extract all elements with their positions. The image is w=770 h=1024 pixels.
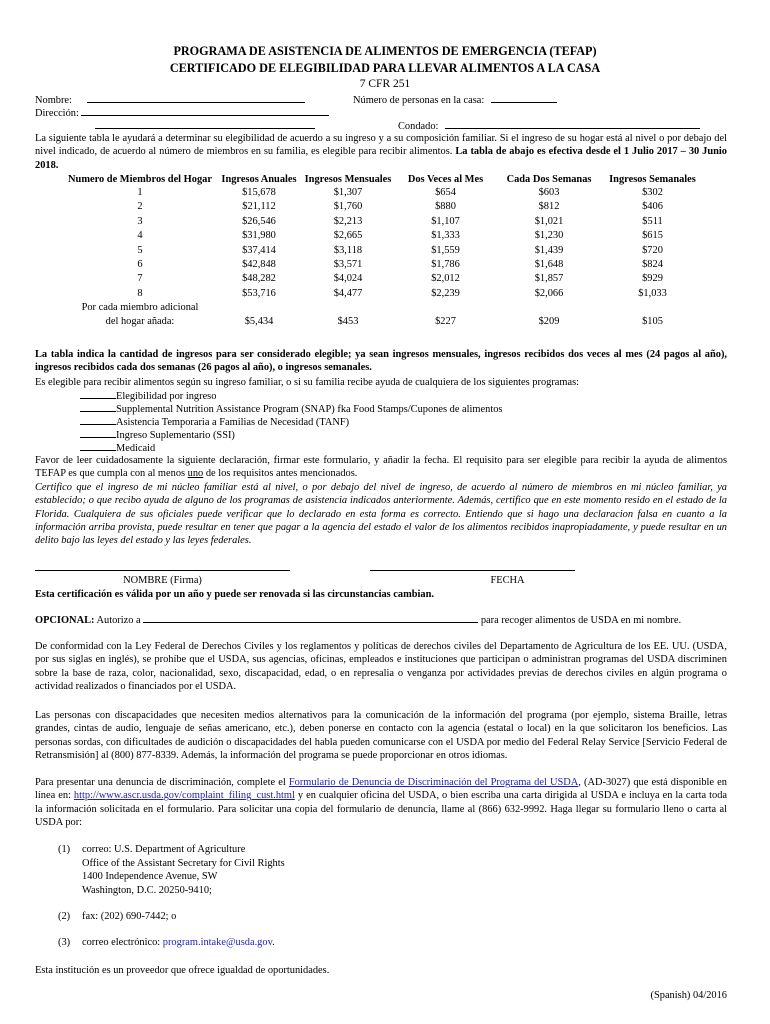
table-cell: $654 [435,187,456,198]
table-cell: $1,439 [534,244,564,256]
table-cell: $1,333 [431,230,460,242]
table-cell: $105 [642,315,663,327]
cfr-reference: 7 CFR 251 [359,78,411,90]
checkbox-line[interactable] [80,402,116,412]
validity-note: Esta certificación es válida por un año y puede ser renovada si las circunstancias cambian. [35,589,434,600]
email-number: (3) [58,937,71,948]
county-label: Condado: [398,121,439,132]
table-cell: $48,282 [242,273,276,285]
table-cell: $227 [435,315,456,327]
name-label: Nombre: [35,95,72,106]
table-cell: $42,848 [242,259,276,271]
table-cell: $2,066 [534,287,564,299]
program-item[interactable]: Asistencia Temporaria a Familias de Necesidad (TANF) [80,415,349,429]
mail-number: (1) [58,844,71,855]
program-item[interactable]: Elegibilidad por ingreso [80,389,216,403]
county-line[interactable] [445,119,700,129]
table-cell: 2 [137,201,143,213]
table-cell: $720 [642,244,663,256]
form-title-line1: PROGRAMA DE ASISTENCIA DE ALIMENTOS DE EMERGENCIA (TEFAP) [173,44,597,58]
table-cell: $26,546 [242,215,276,227]
table-cell: 4 [137,230,143,242]
table-cell: $1,760 [333,201,363,213]
date-label: FECHA [490,575,525,586]
table-cell: $880 [435,201,456,213]
income-table [65,173,705,328]
table-row [65,186,705,200]
fax-text: fax: (202) 690-7442; o [82,911,177,922]
income-table-header [65,173,705,186]
header-weekly: Ingresos Semanales [609,174,696,185]
table-cell: $2,213 [333,215,363,227]
table-note: La tabla indica la cantidad de ingresos para ser considerado elegible; ya sean ingresos mensuales, ingresos recibidos dos veces al mes (24 pagos al año), ingresos recibidos cada dos semanas (26 pagos al año), o ingresos semanales. [35,349,727,374]
table-cell: $4,477 [333,287,363,299]
name-line[interactable] [87,93,305,103]
fax-number: (2) [58,911,71,922]
checkbox-line[interactable] [80,415,116,425]
table-cell: $1,107 [431,215,460,227]
table-cell: $1,307 [333,187,363,198]
authorized-person-line[interactable] [143,613,478,623]
table-cell: $3,571 [333,259,363,271]
table-cell: $302 [642,187,663,198]
table-cell: $4,024 [333,273,363,285]
table-cell: $1,648 [534,259,564,271]
program-item[interactable]: Supplemental Nutrition Assistance Program (SNAP) fka Food Stamps/Cupones de alimentos [80,402,502,416]
table-cell: 1 [137,187,143,198]
table-cell: $1,857 [534,273,564,285]
complaint-paragraph: Para presentar una denuncia de discriminación, complete el Formulario de Denuncia de Discriminación del Programa del USDA, (AD-3027) que está disponible en línea en: http://www.ascr.usda.gov/complaint_filing_cust.html y en cualquier oficina del USDA, o bien escriba una carta dirigida al USDA e incluya en la carta toda la información solicitada en el formulario. Para solicitar una copia del formulario de denuncia, llame al (866) 632-9992. Haga llegar su formulario lleno o carta al USDA por: [35,777,727,828]
table-cell: $1,033 [638,287,667,299]
table-row [65,200,705,214]
table-cell: $929 [642,273,663,285]
checkbox-line[interactable] [80,389,116,399]
table-cell: 7 [137,273,143,285]
table-cell: $615 [642,230,663,242]
intro-paragraph [35,132,727,172]
table-cell: $603 [538,187,560,198]
mail-address: correo: U.S. Department of Agriculture Office of the Assistant Secretary for Civil Rights 1400 Independence Avenue, SW Washington, D.C. 20250-9410; [82,844,285,896]
table-row [65,215,705,229]
table-cell: 6 [137,259,143,271]
table-cell: $812 [538,201,560,213]
table-cell: $1,021 [534,215,564,227]
table-cell: $2,239 [431,287,460,299]
table-cell: 3 [137,215,143,227]
table-cell: $1,786 [431,259,460,271]
table-cell: $209 [538,315,560,327]
table-row [65,244,705,258]
header-monthly: Ingresos Mensuales [304,174,392,185]
household-line[interactable] [491,93,557,103]
complaint-form-link[interactable]: Formulario de Denuncia de Discriminación del Programa del USDA [288,777,579,788]
equal-opportunity-statement: Esta institución es un proveedor que ofrece igualdad de oportunidades. [35,965,330,976]
table-cell: $53,716 [242,287,276,299]
table-cell: $2,012 [431,273,460,285]
table-row [65,229,705,243]
address-line-1[interactable] [81,106,329,116]
table-cell: $37,414 [242,244,276,256]
signature-line[interactable] [35,570,290,571]
checkbox-line[interactable] [80,441,116,451]
email-link[interactable]: program.intake@usda.gov [162,937,273,948]
programs-intro: Es elegible para recibir alimentos según su ingreso familiar, o si su familia recibe ayuda de cualquiera de los siguientes programas: [35,377,580,388]
table-cell: $1,559 [431,244,460,256]
household-field[interactable] [353,93,557,107]
header-twice-monthly: Dos Veces al Mes [407,174,484,185]
table-cell: $824 [642,259,663,271]
header-annual: Ingresos Anuales [221,174,297,185]
table-row [65,258,705,272]
declaration-instructions: Favor de leer cuidadosamente la siguiente declaración, firmar este formulario, y añadir la fecha. El requisito para ser elegible para recibir la ayuda de alimentos TEFAP es que cumpla con al menos uno de los requisitos antes mencionados. [35,455,727,480]
table-cell: 8 [137,287,143,299]
table-cell: $406 [642,201,663,213]
table-cell: $1,230 [534,230,564,242]
footer-version: (Spanish) 04/2016 [650,990,727,1001]
table-cell: $453 [337,315,359,327]
additional-member-row [65,301,705,328]
intro-effective-dates: La tabla de abajo es efectiva desde el 1 Julio 2017 – 30 Junio 2018. [35,146,727,171]
program-item[interactable]: Ingreso Suplementario (SSI) [80,428,235,442]
table-cell: 5 [137,244,143,256]
table-row [65,272,705,286]
checkbox-line[interactable] [80,428,116,438]
header-members: Numero de Miembros del Hogar [68,174,212,185]
program-item[interactable]: Medicaid [80,441,155,455]
civil-rights-paragraph: De conformidad con la Ley Federal de Derechos Civiles y los reglamentos y políticas de derechos civiles del Departamento de Agricultura de los EE. UU. (USDA, por sus siglas en inglés), se prohíbe que el USDA, sus agencias, oficinas, empleados e instituciones que participan o administran programas del USDA discriminen sobre la base de raza, color, nacionalidad, sexo, discapacidad, edad, o en represalia o venganza por actividades previas de derechos civiles en algún programa o actividad realizados o financiados por el USDA. [35,641,727,692]
date-line[interactable] [370,570,575,571]
table-row [65,287,705,301]
table-cell: $5,434 [244,315,274,327]
table-cell: $3,118 [333,244,363,256]
header-biweekly: Cada Dos Semanas [506,174,592,185]
complaint-url-link[interactable]: http://www.ascr.usda.gov/complaint_filing_cust.html [73,790,295,802]
additional-member-label: Por cada miembro adicional del hogar añada: [81,302,199,327]
optional-authorization: OPCIONAL: Autorizo a para recoger alimentos de USDA en mi nombre. [35,615,682,626]
household-label: Número de personas en la casa: [353,95,485,106]
email-line: correo electrónico: program.intake@usda.gov. [82,937,275,948]
signature-label: NOMBRE (Firma) [123,575,202,586]
intro-text: La siguiente tabla le ayudará a determinar su elegibilidad de acuerdo a su ingreso y a su composición familiar. Si el ingreso de su hogar está al nivel o por debajo del nivel indicado, de acuerdo al número de miembros en su familia, es elegible para recibir alimentos. [35,133,727,158]
form-title-line2: CERTIFICADO DE ELEGIBILIDAD PARA LLEVAR ALIMENTOS A LA CASA [169,61,601,75]
table-cell: $21,112 [242,201,276,213]
disabilities-paragraph: Las personas con discapacidades que necesiten medios alternativos para la comunicación de la información del programa (por ejemplo, sistema Braille, letras grandes, cintas de audio, lenguaje de señas americano, etc.), deben ponerse en contacto con la agencia (estatal o local) en la que solicitaron los beneficios. Las personas sordas, con dificultades de audición o discapacidades del habla pueden comunicarse con el USDA por medio del Federal Relay Service [Servicio Federal de Retransmisión] al (800) 877-8339. Además, la información del programa se puede proporcionar en otros idiomas. [35,710,727,761]
table-cell: $15,678 [242,187,276,198]
table-cell: $31,980 [242,230,276,242]
address-label: Dirección: [35,108,79,119]
certification-statement: Certifico que el ingreso de mi núcleo familiar está al nivel, o por debajo del nivel de ingreso, de acuerdo al número de miembros en mi núcleo familiar, ya establecido; o que recibo ayuda de alguno de los programas de asistencia indicados anteriormente. Además, certifico que en este momento resido en el estado de la Florida. Cualquiera de sus oficiales puede verificar que lo declarado en esta forma es correcto. Entiendo que si hago una declaracion falsa en cuanto a la información arriba provista, puede resultar en tener que pagar a la agencia del estado el valor de los alimentos recibidos inapropiadamente, y puede resultar en un delito bajo las leyes del estado y las leyes federales. [35,482,727,547]
table-cell: $2,665 [333,230,363,242]
table-cell: $511 [642,215,663,227]
